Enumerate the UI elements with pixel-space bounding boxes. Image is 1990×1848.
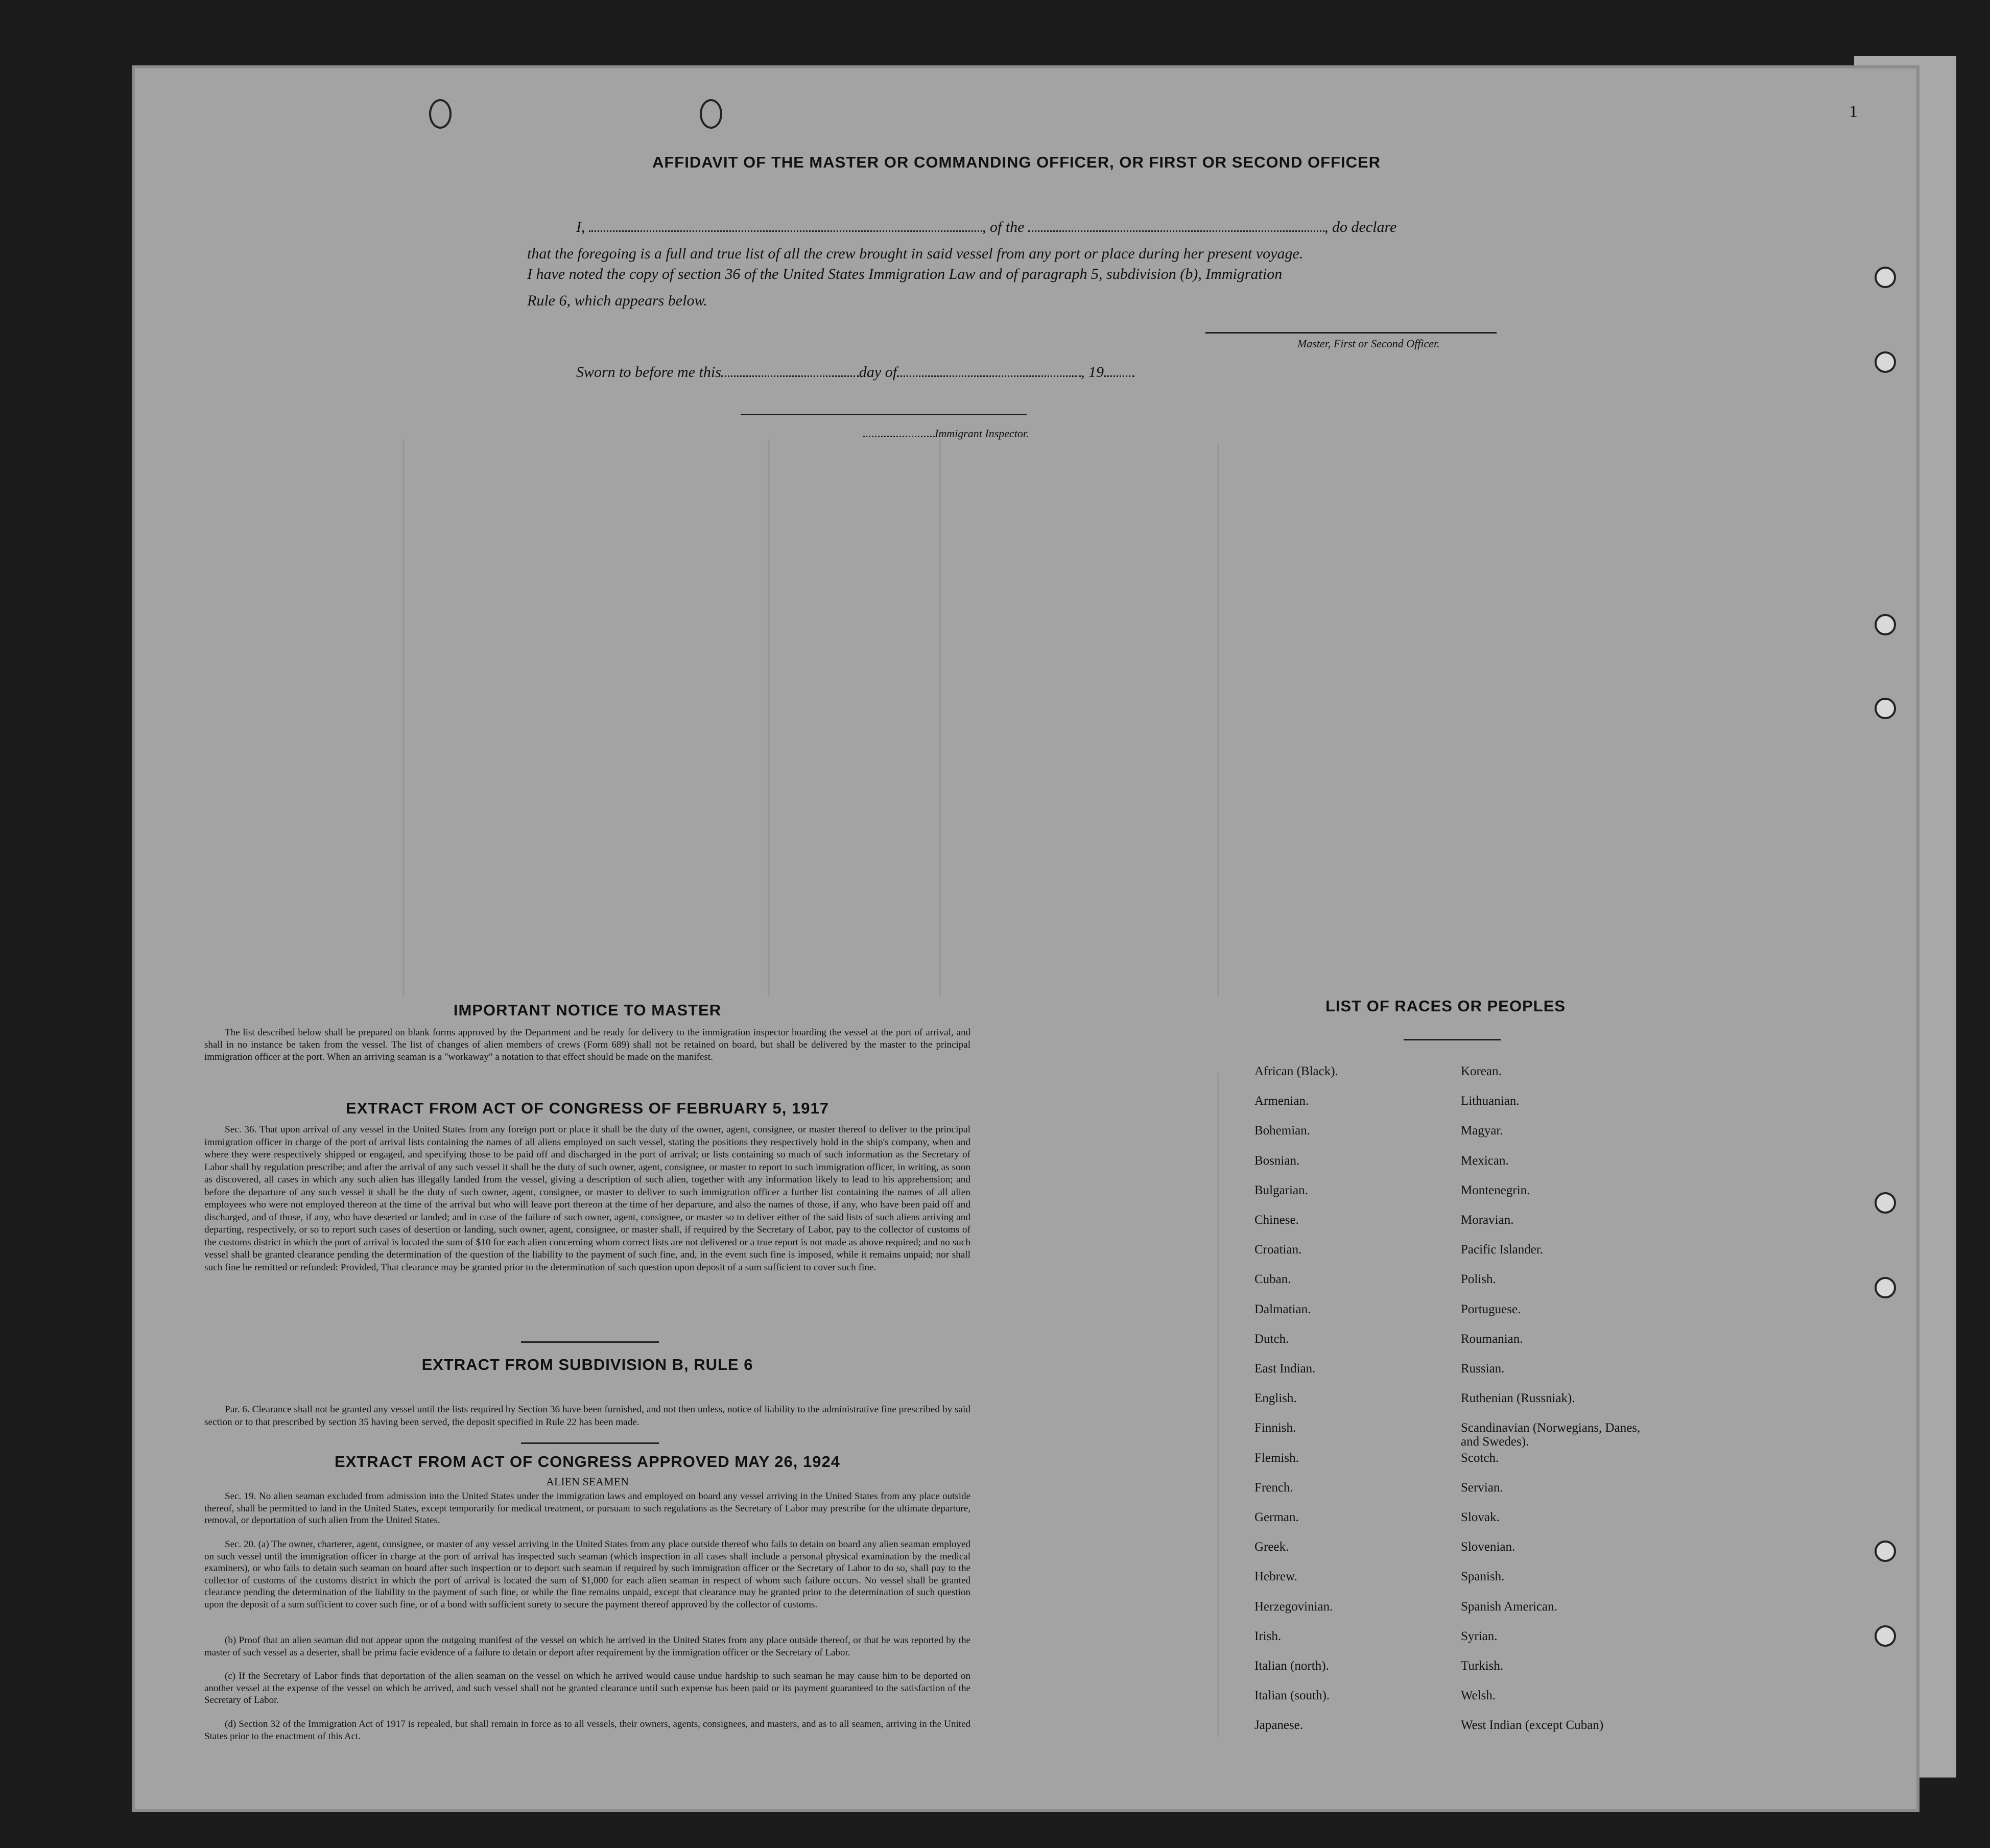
race-item: Flemish. <box>1254 1451 1299 1465</box>
race-item: Japanese. <box>1254 1718 1304 1733</box>
declarant-name-field[interactable] <box>589 230 982 232</box>
of-the-label: , of the <box>982 219 1025 235</box>
declarant-label: I, <box>576 219 585 235</box>
rule6-title: EXTRACT FROM SUBDIVISION B, RULE 6 <box>421 1356 753 1373</box>
extract-1917-title: EXTRACT FROM ACT OF CONGRESS OF FEBRUARY 5, 1917 <box>346 1099 829 1117</box>
race-item: Scandinavian (Norwegians, Danes, and Swedes). <box>1461 1421 1641 1449</box>
race-item: Bohemian. <box>1254 1124 1311 1138</box>
race-item: Welsh. <box>1461 1689 1496 1703</box>
sworn-label: Sworn to before me this <box>576 364 721 381</box>
inspector-signature-line[interactable] <box>741 414 1027 415</box>
race-item: Chinese. <box>1254 1213 1299 1227</box>
race-item: Ruthenian (Russniak). <box>1461 1391 1575 1406</box>
extract-1924-sec19: Sec. 19. No alien seaman excluded from admission into the United States under the immigration laws and employed on board any vessel arriving in the United States from any place outside thereof, shall be permitted to land in the United States, except temporarily for medical treatment, or pursuant to such regulations as the Secretary of Labor may prescribe for the ultimate departure, removal, or deportation of such alien from the United States. <box>204 1491 970 1526</box>
race-item: Magyar. <box>1461 1124 1503 1138</box>
inspector-signature-label <box>863 427 1029 440</box>
race-item: Finnish. <box>1254 1421 1296 1435</box>
master-signature-line[interactable] <box>1205 332 1497 334</box>
race-item: Lithuanian. <box>1461 1094 1520 1108</box>
race-item: Cuban. <box>1254 1272 1291 1287</box>
race-item: Greek. <box>1254 1540 1289 1554</box>
race-item: Syrian. <box>1461 1629 1498 1643</box>
race-item: Spanish American. <box>1461 1599 1557 1614</box>
affidavit-line-2: that the foregoing is a full and true list of all the crew brought in said vessel from any port or place during her present voyage. <box>527 245 1304 262</box>
rule-rule6 <box>521 1442 659 1444</box>
race-item: Irish. <box>1254 1629 1282 1643</box>
inspector-dots <box>863 436 935 437</box>
race-item: Armenian. <box>1254 1094 1309 1108</box>
race-item: Russian. <box>1461 1362 1505 1376</box>
rule-1917 <box>521 1341 659 1343</box>
race-item: Dutch. <box>1254 1332 1289 1346</box>
inspector-label-text: Immigrant Inspector. <box>935 427 1029 440</box>
race-item: Hebrew. <box>1254 1570 1297 1584</box>
sworn-day-field[interactable] <box>721 375 859 377</box>
affidavit-title: AFFIDAVIT OF THE MASTER OR COMMANDING OFFICER, OR FIRST OR SECOND OFFICER <box>652 153 1381 171</box>
race-item: Slovenian. <box>1461 1540 1515 1554</box>
race-item: Polish. <box>1461 1272 1496 1287</box>
year-label: , 19 <box>1081 364 1104 381</box>
race-item: East Indian. <box>1254 1362 1316 1376</box>
race-item: Moravian. <box>1461 1213 1514 1227</box>
race-item: Servian. <box>1461 1480 1503 1495</box>
extract-1924-sec20a: Sec. 20. (a) The owner, charterer, agent, consignee, or master of any vessel arriving in the United States from any place outside thereof who fails to detain on board any alien seaman employed on such vessel until the immigration officer in charge at the port of arrival has inspected such seaman (which inspection in all cases shall include a personal physical examination by the medical examiners), or who fails to detain such seaman on board after such inspection or to deport such seaman if required by such immigration officer or the Secretary of Labor to do so, shall pay to the collector of customs of the customs district in which the port of arrival is located the sum of $1,000 for each alien seaman in respect of whom such failure occurs. No vessel shall be granted clearance pending the determination of the liability to the payment of such fine, or while the fine remains unpaid, except that clearance may be granted prior to the determination of such question upon the deposit of a sum sufficient to cover such fine, or of a bond with sufficient surety to secure the payment thereof approved by the collector of customs. <box>204 1539 970 1610</box>
race-item: Bosnian. <box>1254 1153 1300 1168</box>
race-item: Korean. <box>1461 1064 1502 1078</box>
race-item: Italian (south). <box>1254 1689 1330 1703</box>
master-signature-label: Master, First or Second Officer. <box>1297 337 1440 350</box>
race-item: Croatian. <box>1254 1243 1302 1257</box>
extract-1917-body: Sec. 36. That upon arrival of any vessel in the United States from any foreign port or place it shall be the duty of the owner, agent, consignee, or master thereof to deliver to the principal immigration officer in charge of the port of arrival lists containing the names of all aliens employed on such vessel, stating the positions they respectively hold in the ship's company, when and where they were respectively shipped or engaged, and specifying those to be paid off and discharged in the port of arrival; or lists containing so much of such information as the Secretary of Labor shall by regulation prescribe; and after the arrival of any such vessel it shall be the duty of such owner, agent, consignee, or master to report to such immigration officer, in writing, as soon as discovered, all cases in which any such alien has illegally landed from the vessel, giving a description of such alien, together with any information likely to lead to his apprehension; and before the departure of any such vessel it shall be the duty of such owner, agent, consignee, or master to deliver to such immigration officer a further list containing the names of all alien employees who were not employed thereon at the time of the arrival but who will leave port thereon at the time of her departure, and also the names of those, if any, who have been paid off and discharged, and of those, if any, who have deserted or landed; and in case of the failure of such owner, agent, consignee, or master so to deliver either of the said lists of such aliens arriving and departing, respectively, or so to report such cases of desertion or landing, such owner, agent, consignee, or master shall, if required by the Secretary of Labor, pay to the collector of customs of the customs district in which the port of arrival is located the sum of $10 for each alien concerning whom correct lists are not delivered or a true report is not made as above required; and no such vessel shall be granted clearance pending the determination of the question of the liability to the payment of such fine, and, in the event such fine is imposed, while it remains unpaid; nor shall such fine be remitted or refunded: Provided, That clearance may be granted prior to the determination of such question upon deposit of a sum sufficient to cover such fine. <box>204 1124 970 1273</box>
do-declare-label: , do declare <box>1324 219 1397 235</box>
race-item: Herzegovinian. <box>1254 1599 1333 1614</box>
race-item: Bulgarian. <box>1254 1183 1308 1197</box>
day-of-label: day of <box>859 364 897 381</box>
extract-1924-title: EXTRACT FROM ACT OF CONGRESS APPROVED MAY 26, 1924 <box>335 1453 840 1471</box>
race-item: Mexican. <box>1461 1153 1509 1168</box>
race-item: West Indian (except Cuban) <box>1461 1718 1604 1733</box>
sworn-line <box>576 364 1134 381</box>
corner-mark: 1 <box>1849 102 1858 121</box>
affidavit-line-3: I have noted the copy of section 36 of the United States Immigration Law and of paragraph 5, subdivision (b), Immigration <box>527 266 1283 282</box>
extract-1924-sec20c: (c) If the Secretary of Labor finds that deportation of the alien seaman on the vessel on which he arrived would cause undue hardship to such seaman he may cause him to be deported on another vessel at the expense of the vessel on which he arrived, and such vessel shall not be granted clearance until such expense has been paid or its payment guaranteed to the satisfaction of the Secretary of Labor. <box>204 1671 970 1705</box>
race-item: Scotch. <box>1461 1451 1499 1465</box>
race-item: Montenegrin. <box>1461 1183 1530 1197</box>
rule6-body: Par. 6. Clearance shall not be granted any vessel until the lists required by Section 36 have been furnished, and not then unless, notice of liability to the administrative fine prescribed by said section or to that prescribed by section 35 having been served, the deposit specified in Rule 22 has been made. <box>204 1404 970 1428</box>
race-item: Portuguese. <box>1461 1302 1521 1316</box>
extract-1924-sec20b: (b) Proof that an alien seaman did not appear upon the outgoing manifest of the vessel on which he arrived in the United States from any place outside thereof, or that he was reported by the master of such vessel as a deserter, shall be prima facie evidence of a failure to detain or deport after requirement by the immigration officer or the Secretary of Labor. <box>204 1635 970 1658</box>
race-item: English. <box>1254 1391 1297 1406</box>
race-item: Dalmatian. <box>1254 1302 1311 1316</box>
race-item: French. <box>1254 1480 1293 1495</box>
extract-1924-sec20d: (d) Section 32 of the Immigration Act of 1917 is repealed, but shall remain in force as to all vessels, their owners, agents, consignees, and masters, and as to all seamen, arriving in the United States prior to the enactment of this Act. <box>204 1719 970 1742</box>
race-item: African (Black). <box>1254 1064 1338 1078</box>
race-item: Turkish. <box>1461 1659 1504 1673</box>
race-item: Italian (north). <box>1254 1659 1329 1673</box>
races-rule <box>1404 1039 1501 1040</box>
notice-body: The list described below shall be prepared on blank forms approved by the Department and be ready for delivery to the immigration inspector boarding the vessel at the port of arrival, and shall in no instance be taken from the vessel. The list of changes of alien members of crews (Form 689) shall not be retained on board, but shall be delivered by the master to the principal immigration officer at the port. When an arriving seaman is a "workaway" a notation to that effect should be made on the manifest. <box>204 1027 970 1062</box>
race-item: Spanish. <box>1461 1570 1505 1584</box>
race-item: Roumanian. <box>1461 1332 1523 1346</box>
notice-title: IMPORTANT NOTICE TO MASTER <box>453 1001 722 1019</box>
affidavit-line-1 <box>576 219 1396 236</box>
alien-seamen-subtitle: ALIEN SEAMEN <box>546 1475 629 1488</box>
race-item: Pacific Islander. <box>1461 1243 1544 1257</box>
affidavit-line-4: Rule 6, which appears below. <box>527 292 707 309</box>
sworn-month-field[interactable] <box>897 375 1081 377</box>
sworn-year-field[interactable] <box>1104 375 1134 377</box>
vessel-name-field[interactable] <box>1028 230 1324 232</box>
race-item: German. <box>1254 1510 1299 1524</box>
race-item: Slovak. <box>1461 1510 1500 1524</box>
races-title: LIST OF RACES OR PEOPLES <box>1325 997 1566 1015</box>
